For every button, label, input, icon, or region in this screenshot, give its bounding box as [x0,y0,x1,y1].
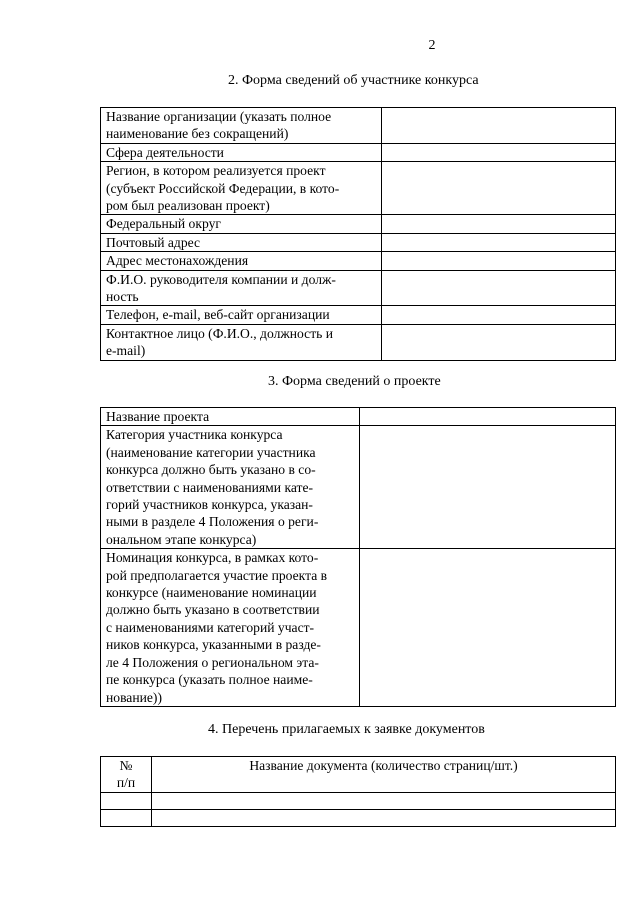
table-row [101,233,616,251]
table-row [101,408,616,426]
value-cell [382,108,616,144]
value-cell [360,408,616,426]
table-row [101,792,616,809]
page-number: 2 [428,38,436,53]
documents-table [100,756,616,827]
section-3-title: 3. Форма сведений о проекте [268,374,441,389]
row-label: Ф.И.О. руководителя компании и долж- ность [106,271,336,305]
row-label: Номинация конкурса, в рамках кото- рой предполагается участие проекта в конкурсе (наименование номинации должно быть указано в соответствии с наименованиями категорий участ- ников конкурса, указанными в разде- ле 4 Положения о региональном эта- пе конкурса (указать полное наиме- нование)) [106,550,328,705]
value-cell [382,143,616,161]
table-row [101,549,616,707]
row-label: Название организации (указать полное наименование без сокращений) [106,109,332,142]
row-label: Регион, в котором реализуется проект (субъект Российской Федерации, в кото- ром был реализован проект) [106,163,340,214]
row-label: Название проекта [106,409,210,424]
participant-info-table [100,107,616,361]
table-row [101,324,616,360]
value-cell [382,162,616,215]
value-cell [382,306,616,324]
table-row [101,108,616,144]
row-label: Категория участника конкурса (наименование категории участника конкурса должно быть указано в со- ответствии с наименованиями кате- горий участников конкурса, указан- ными в разделе 4 Положения о реги- ональном этапе конкурса) [106,427,319,547]
section-2-title: 2. Форма сведений об участнике конкурса [228,73,479,88]
table-row [101,215,616,233]
table-row [101,143,616,161]
row-label: Контактное лицо (Ф.И.О., должность и e-mail) [106,325,334,359]
document-name-cell [152,792,616,809]
document-name-cell [152,809,616,826]
table-row [101,306,616,324]
value-cell [382,270,616,306]
value-cell [382,324,616,360]
table-row [101,426,616,549]
project-info-table [100,407,616,707]
value-cell [382,252,616,270]
row-label: Федеральный округ [106,216,221,232]
table-row [101,162,616,215]
row-label: Почтовый адрес [106,234,201,250]
value-cell [382,215,616,233]
column-header-number: № п/п [116,758,136,791]
section-4-title: 4. Перечень прилагаемых к заявке документов [208,722,485,737]
row-label: Телефон, e-mail, веб-сайт организации [106,307,330,323]
table-row [101,270,616,306]
table-row [101,252,616,270]
value-cell [382,233,616,251]
column-header-document-name: Название документа (количество страниц/шт.) [249,758,518,773]
number-cell [101,792,152,809]
row-label: Адрес местонахождения [106,253,249,269]
value-cell [360,426,616,549]
value-cell [360,549,616,707]
row-label: Сфера деятельности [106,144,224,160]
table-header-row [101,757,616,793]
table-row [101,809,616,826]
number-cell [101,809,152,826]
